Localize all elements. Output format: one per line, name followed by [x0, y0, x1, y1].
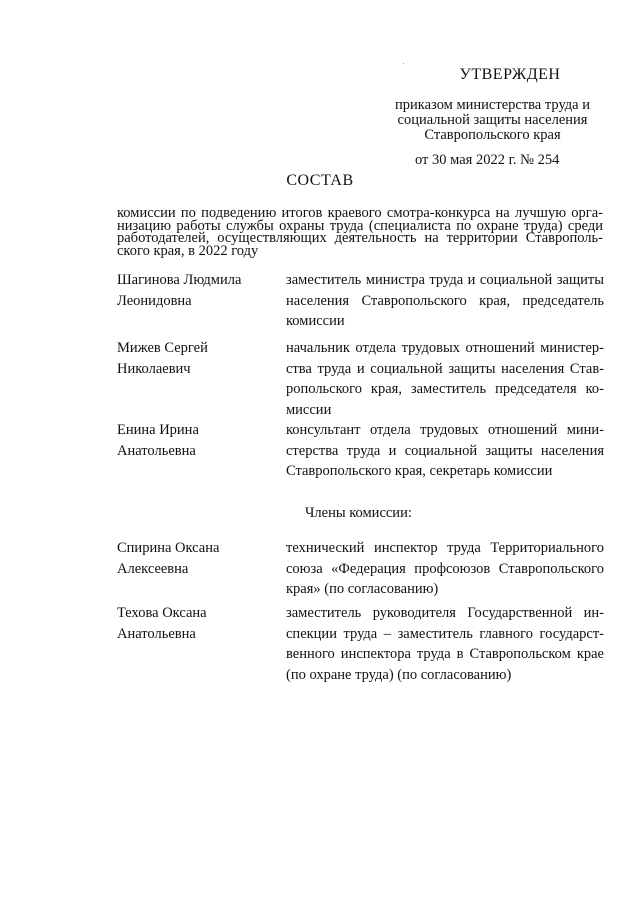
approval-line: Ставропольского края	[424, 127, 561, 143]
role-line: начальник отдела трудовых отношений министер-	[286, 340, 604, 356]
role-line: спекции труда – заместитель главного государст-	[286, 625, 604, 642]
person-name-line: Анатольевна	[117, 443, 196, 459]
role-line: населения Ставропольского края, председатель	[286, 292, 604, 309]
scan-speck	[403, 63, 404, 64]
role-line: заместитель руководителя Государственной ин-	[286, 605, 604, 621]
person-name	[117, 603, 277, 645]
person-name	[117, 338, 277, 380]
person-name-line: Николаевич	[117, 361, 191, 377]
person-role	[286, 603, 604, 685]
person-name	[117, 420, 277, 462]
person-name-line: Мижев Сергей	[117, 340, 208, 356]
document-subheading	[117, 207, 603, 257]
role-line: края» (по согласованию)	[286, 581, 439, 597]
subheading-line: работодателей, осуществляющих деятельность на территории Ставрополь-	[117, 230, 603, 246]
person-name-line: Спирина Оксана	[117, 540, 220, 556]
role-line: заместитель министра труда и социальной защиты	[286, 272, 604, 288]
document-heading: СОСТАВ	[286, 172, 354, 189]
person-role	[286, 420, 604, 482]
approval-block	[380, 66, 605, 143]
members-label: Члены комиссии:	[305, 505, 412, 521]
role-line: (по охране труда) (по согласованию)	[286, 666, 512, 683]
approval-line: приказом министерства труда и	[395, 97, 590, 113]
approval-date: от 30 мая 2022 г. № 254	[415, 152, 560, 168]
role-line: ропольского края, заместитель председателя ко-	[286, 381, 604, 397]
approval-line: социальной защиты населения	[397, 112, 588, 128]
person-name-line: Техова Оксана	[117, 605, 207, 621]
role-line: стерства труда и социальной защиты населения	[286, 442, 604, 459]
approval-title: УТВЕРЖДЕН	[459, 66, 561, 83]
person-name	[117, 538, 277, 580]
role-line: ства труда и социальной защиты населения Став-	[286, 360, 604, 377]
role-line: технический инспектор труда Территориального	[286, 540, 604, 556]
person-name-line: Леонидовна	[117, 293, 192, 309]
role-line: Ставропольского края, секретарь комиссии	[286, 463, 553, 479]
person-name-line: Анатольевна	[117, 626, 196, 642]
role-line: венного инспектора труда в Ставропольском крае	[286, 646, 604, 662]
role-line: союза «Федерация профсоюзов Ставропольского	[286, 560, 604, 577]
subheading-line: низацию работы службы охраны труда (специалиста по охране труда) среди	[117, 217, 603, 234]
person-name-line: Шагинова Людмила	[117, 272, 242, 288]
person-role	[286, 338, 604, 420]
role-line: комиссии	[286, 313, 345, 329]
person-name-line: Енина Ирина	[117, 422, 199, 438]
role-line: консультант отдела трудовых отношений мини-	[286, 422, 604, 438]
person-role	[286, 538, 604, 600]
person-role	[286, 270, 604, 332]
subheading-line: ского края, в 2022 году	[117, 242, 259, 259]
person-name-line: Алексеевна	[117, 561, 189, 577]
role-line: миссии	[286, 401, 332, 418]
subheading-line: комиссии по подведению итогов краевого смотра-конкурса на лучшую орга-	[117, 205, 603, 221]
person-name	[117, 270, 277, 312]
